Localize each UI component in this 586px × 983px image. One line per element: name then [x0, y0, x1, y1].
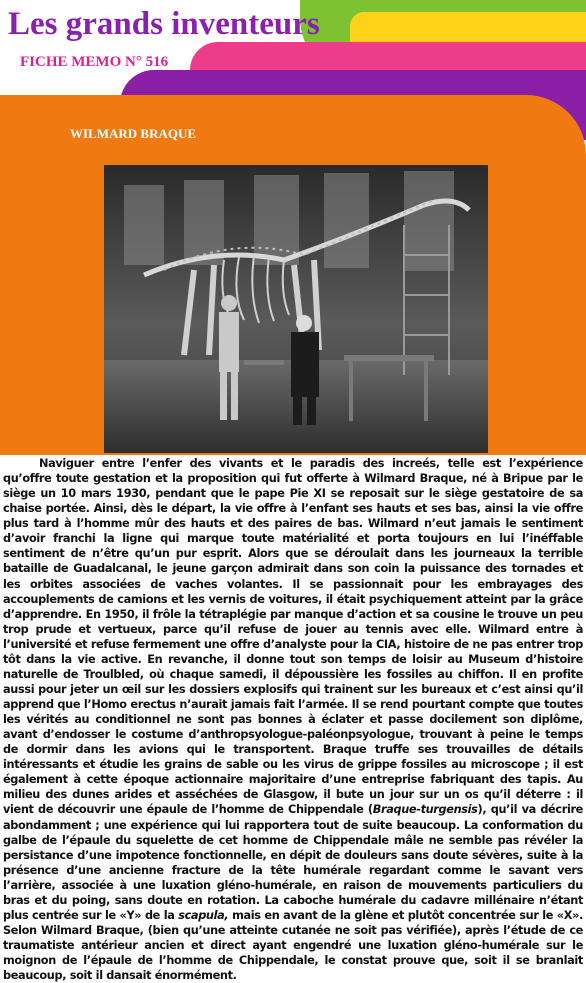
- species-name: Braque-turgensis: [372, 803, 478, 817]
- article-area: [0, 455, 586, 983]
- article-text-part2: ), qu’il va décrire abondamment ; une expérience qui lui rapportera tout de suite beaucoup. La conformation du galbe de l’épaule du squelette de cet homme de Chippendale mâle ne semble pas révéler la persistance d’une impotence fonctionnelle, en dépit de douleurs sans doute sévères, suite à la présence d’une ancienne fracture de la tête humérale regardant comme le savant vers l’arrière, associée à une luxation gléno-humérale, en raison de mouvements particuliers du bras et du poing, sans doute en rotation. La caboche humérale du cadavre millénaire n’étant plus centrée sur le «Y» de la: [3, 803, 583, 922]
- memo-number: FICHE MEMO N° 516: [20, 54, 169, 70]
- article-text-part1: Naviguer entre l’enfer des vivants et le paradis des increés, telle est l’expérience qu’offre toute gestation et la proposition qui fut offerte à Wilmard Braque, né à Bripue par le siège un 10 mars 1930, pendant que le pape Pie XI se reposait sur le siège gestatoire de sa chaise portée. Ainsi, dès le départ, la vie offre à l’enfant ses hauts et ses bas, ainsi la vie offre plus tard à l’homme mûr des hauts et des paires de bas. Wilmard n’eut jamais le sentiment d’avoir franchi la ligne qui marque toute matérialité et porta toujours en lui l’inéffable sentiment de n’être qu’un pur esprit. Alors que se déroulait dans les journeaux la terrible bataille de Guadalcanal, le jeune garçon admirait dans son coin la puissance des tornades et les orbites associées de vaches volantes. Il se passionnait pour les embrayages des accouplements de camions et les vernis de voitures, il était psychiquement atteint par la grâce d’apprendre. En 1950, il frôle la tétraplégie par manque d’action et sa cousine le trouve un peu trop prude et vertueux, parce qu’il refuse de jouer au tennis avec elle. Wilmard entre à l’université et refuse fermement une offre d’analyste pour la CIA, histoire de ne pas entrer trop tôt dans la vie active. En revanche, il donne tout son temps de loisir au Museum d’histoire naturelle de Troulbled, où chaque samedi, il dépoussière les fossiles au chiffon. Il en profite aussi pour jeter un œil sur les dossiers explosifs qui trainent sur les bureaux et c’est ainsi qu’il apprend que l’Homo erectus n’aurait jamais fait l’armée. Il se rend pourtant compte que toutes les vérités au conditionnel ne sont pas bonnes à éclater et passe docilement son diplôme, avant d’endosser le costume d’anthropsyologue-paléonpsyologue, trouvant à peine le temps de dormir dans les avions qui le transportent. Braque truffe ses trouvailles de détails intéressants et étudie les grains de sable ou les virus de grippe fossiles au microscope ; il est également à cette époque actionnaire majoritaire d’une entreprise fabriquant des tapis. Au milieu des dunes arides et asséchées de Glasgow, il bute un jour sur un os qu’il déterre : il vient de découvrir une épaule de l’homme de Chippendale (: [3, 457, 583, 817]
- article-body: [3, 456, 583, 983]
- subject-name: WILMARD BRAQUE: [70, 126, 197, 141]
- photo-dinosaur-skeleton: [104, 165, 488, 453]
- article-text-part3: mais en avant de la glène et plutôt concentrée sur le «X». Selon Wilmard Braque, (bien qu’une atteinte cutanée ne soit pas vérifiée), après l’étude de ce traumatiste antérieur ancien et direct ayant engendré une luxation gléno-humérale sur le moignon de l’épaule de l’homme de Chippendale, le constat prouve que, soit il se branlait beaucoup, soit il dansait énormément.: [3, 908, 583, 983]
- scapula-term: scapula,: [178, 908, 229, 922]
- page-title: Les grands inventeurs: [8, 6, 320, 42]
